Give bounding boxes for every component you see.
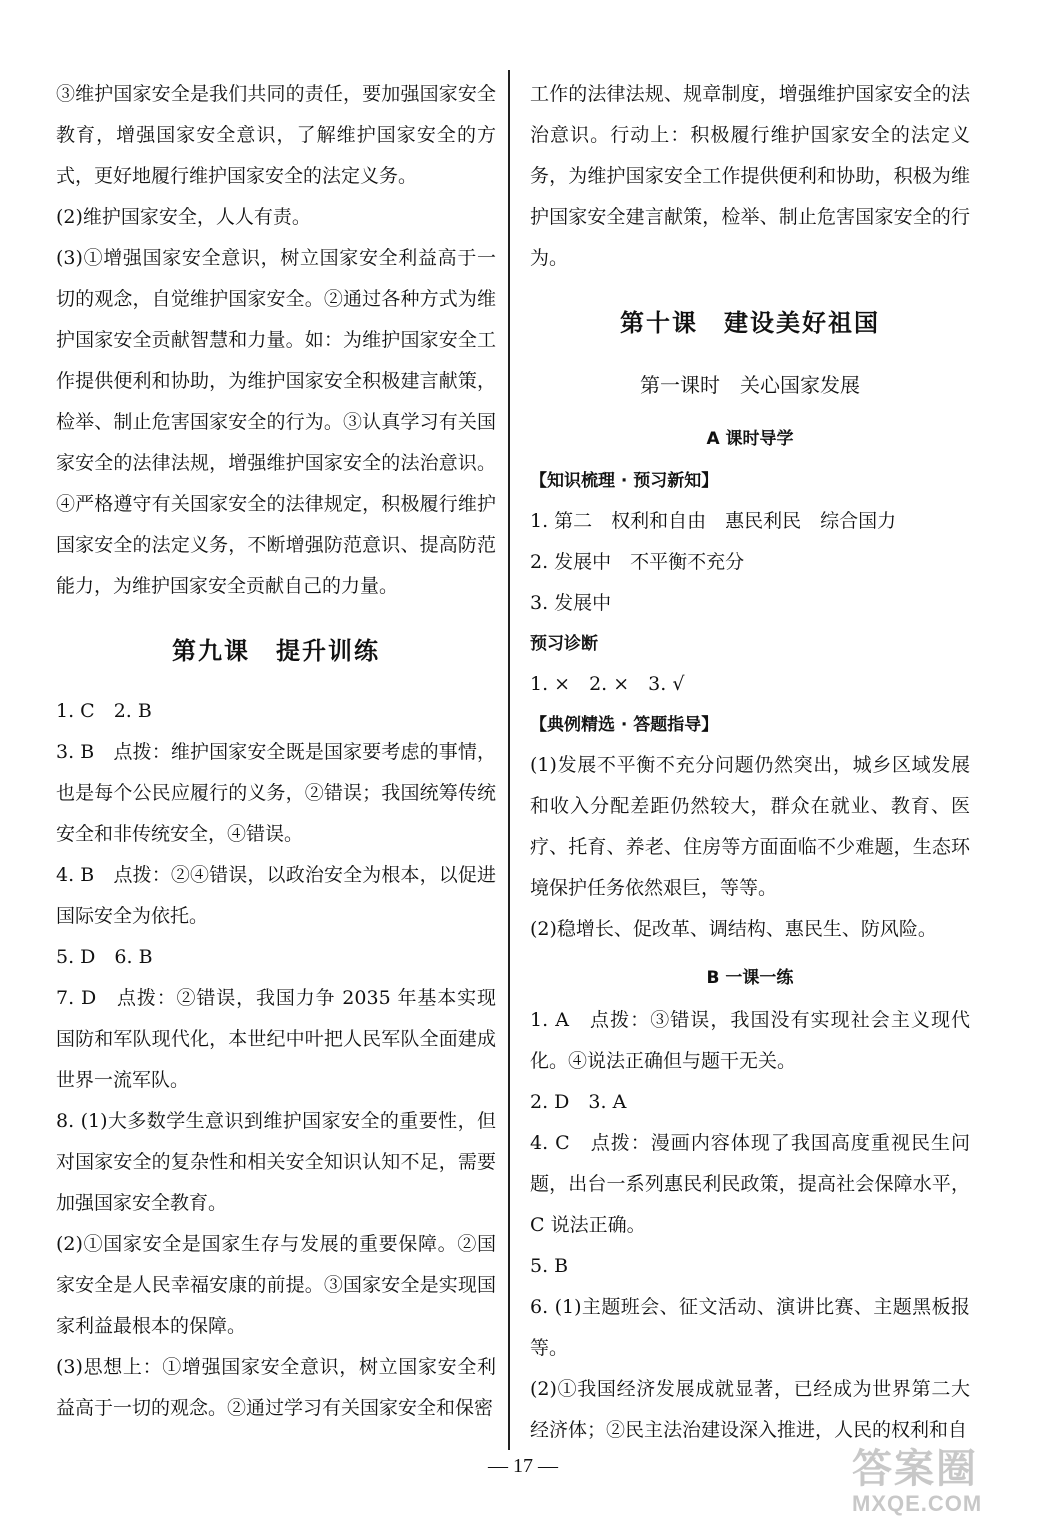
answer: (2)①国家安全是国家生存与发展的重要保障。②国家安全是人民幸福安康的前提。③国家安全是实现国家利益最根本的保障。 xyxy=(56,1233,496,1337)
section-tag: 【知识梳理 · 预习新知】 xyxy=(530,471,719,491)
paragraph: ③维护国家安全是我们共同的责任，要加强国家安全教育，增强国家安全意识，了解维护国家安全的方式，更好地履行维护国家安全的法定义务。 xyxy=(56,83,496,187)
answer: 2. 发展中 不平衡不充分 xyxy=(530,551,745,573)
answer: 1. × 2. × 3. √ xyxy=(530,673,685,695)
answer: 1. C 2. B xyxy=(56,700,152,722)
answer: 7. D 点拨：②错误，我国力争 2035 年基本实现国防和军队现代化，本世纪中叶把人民军队全面建成世界一流军队。 xyxy=(56,987,496,1091)
page-number: — 17 — xyxy=(488,1455,558,1477)
answer: 5. B xyxy=(530,1255,569,1277)
answer: 8. (1)大多数学生意识到维护国家安全的重要性，但对国家安全的复杂性和相关安全知识认知不足，需要加强国家安全教育。 xyxy=(56,1110,496,1214)
section-tag: 预习诊断 xyxy=(530,634,598,654)
watermark-url: MXQE.COM xyxy=(852,1491,983,1516)
answer: (2)①我国经济发展成就显著，已经成为世界第二大经济体；②民主法治建设深入推进，人民的权利和自 xyxy=(530,1378,970,1441)
answer: 1. A 点拨：③错误，我国没有实现社会主义现代化。④说法正确但与题干无关。 xyxy=(530,1009,970,1072)
paragraph: 工作的法律法规、规章制度，增强维护国家安全的法治意识。行动上：积极履行维护国家安全的法定义务，为维护国家安全工作提供便利和协助，积极为维护国家安全建言献策，检举、制止危害国家安全的行为。 xyxy=(530,83,970,269)
paragraph: (3)①增强国家安全意识，树立国家安全利益高于一切的观念，自觉维护国家安全。②通过各种方式为维护国家安全贡献智慧和力量。如：为维护国家安全工作提供便利和协助，为维护国家安全积极建言献策，检举、制止危害国家安全的行为。③认真学习有关国家安全的法律法规，增强维护国家安全的法治意识。④严格遵守有关国家安全的法律规定，积极履行维护国家安全的法定义务，不断增强防范意识、提高防范能力，为维护国家安全贡献自己的力量。 xyxy=(56,247,496,597)
lesson-title: 第九课 提升训练 xyxy=(172,637,380,665)
answer: (1)发展不平衡不充分问题仍然突出，城乡区域发展和收入分配差距仍然较大，群众在就业、教育、医疗、托育、养老、住房等方面面临不少难题，生态环境保护任务依然艰巨，等等。 xyxy=(530,754,970,899)
left-column xyxy=(56,74,496,1429)
answer: 1. 第二 权利和自由 惠民利民 综合国力 xyxy=(530,510,897,532)
section-title: B 一课一练 xyxy=(706,968,794,988)
answer: 3. 发展中 xyxy=(530,592,612,614)
answer: (3)思想上：①增强国家安全意识，树立国家安全利益高于一切的观念。②通过学习有关国家安全和保密 xyxy=(56,1356,496,1419)
watermark-logo xyxy=(852,1446,1032,1526)
answer: 2. D 3. A xyxy=(530,1091,627,1113)
answer: 3. B 点拨：维护国家安全既是国家要考虑的事情，也是每个公民应履行的义务，②错误；我国统筹传统安全和非传统安全，④错误。 xyxy=(56,741,496,845)
subsection-title: 第一课时 关心国家发展 xyxy=(640,373,860,397)
column-divider xyxy=(508,70,510,1450)
answer: 6. (1)主题班会、征文活动、演讲比赛、主题黑板报等。 xyxy=(530,1296,970,1359)
answer: (2)稳增长、促改革、调结构、惠民生、防风险。 xyxy=(530,918,937,940)
answer: 4. B 点拨：②④错误，以政治安全为根本，以促进国际安全为依托。 xyxy=(56,864,496,927)
answer: 4. C 点拨：漫画内容体现了我国高度重视民生问题，出台一系列惠民利民政策，提高社会保障水平，C 说法正确。 xyxy=(530,1132,970,1236)
answer: 5. D 6. B xyxy=(56,946,153,968)
section-tag: 【典例精选 · 答题指导】 xyxy=(530,715,719,735)
section-title: A 课时导学 xyxy=(706,429,794,449)
paragraph: (2)维护国家安全，人人有责。 xyxy=(56,206,311,228)
lesson-title: 第十课 建设美好祖国 xyxy=(620,309,880,337)
watermark-text: 答案圈 xyxy=(852,1447,978,1491)
right-column xyxy=(530,74,970,1451)
